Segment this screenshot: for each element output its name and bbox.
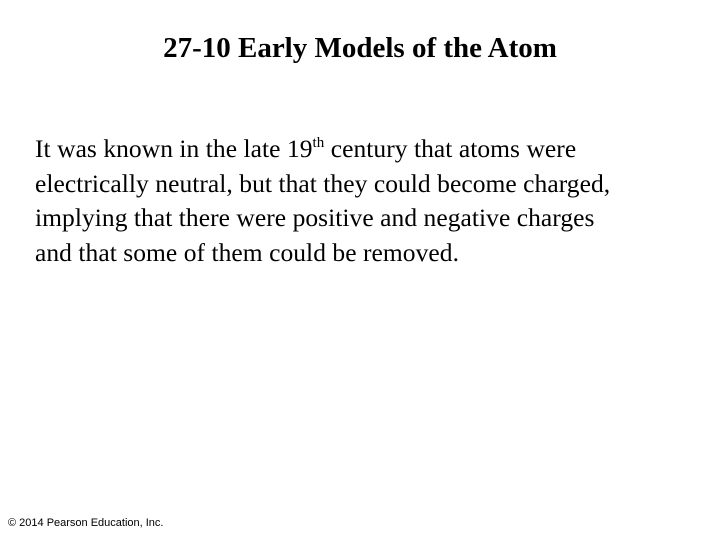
body-line-1-end: century that atoms were — [324, 134, 577, 163]
body-line-3: implying that there were positive and negative charges — [35, 203, 595, 232]
ordinal-superscript: th — [312, 134, 325, 151]
body-line-4: and that some of them could be removed. — [35, 237, 459, 267]
slide-title: 27-10 Early Models of the Atom — [163, 32, 557, 64]
body-line-1-start: It was known in the late 19 — [35, 134, 313, 163]
copyright-notice: © 2014 Pearson Education, Inc. — [8, 517, 164, 529]
body-line-2: electrically neutral, but that they could become charged, — [35, 168, 611, 198]
slide-body-text — [35, 132, 705, 270]
body-line-1 — [35, 132, 705, 167]
